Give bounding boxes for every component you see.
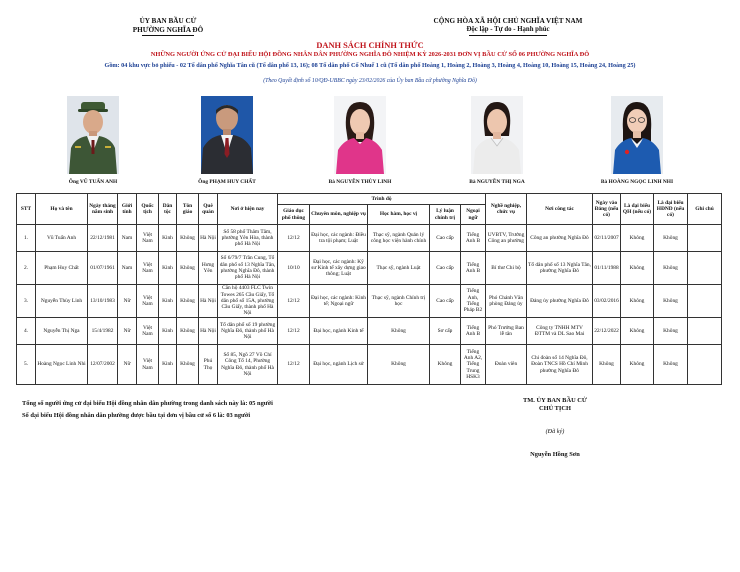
col-national-delegate: Là đại biểu QH (nếu có) [621,194,654,225]
cell-dob: 15/4/1982 [88,318,118,345]
cell-gender: Nam [118,225,137,252]
cell-national-delegate: Không [621,285,654,318]
cell-party-date: Không [593,345,621,385]
cell-language: Tiếng Anh B [461,252,486,285]
col-party-date: Ngày vào Đảng (nếu có) [593,194,621,225]
cell-national-delegate: Không [621,345,654,385]
table-row [17,225,722,252]
cell-name: Phạm Huy Chất [36,252,88,285]
col-group-education: Trình độ [278,194,486,205]
cell-dob: 13/10/1983 [88,285,118,318]
cell-workplace: Tổ dân phố số 13 Nghĩa Tân, phường Nghĩa Đô [527,252,593,285]
cell-workplace: Công an phường Nghĩa Đô [527,225,593,252]
cell-specialty: Đại học, ngành Lịch sử [310,345,368,385]
cell-residence: Số 58 phố Thâm Tâm, phường Yên Hòa, thành phố Hà Nội [218,225,278,252]
issuing-authority [98,17,238,36]
authority-underline [142,35,194,36]
cell-party-date: 01/11/1988 [593,252,621,285]
cell-religion: Không [177,318,199,345]
col-ethnicity: Dân tộc [159,194,177,225]
col-note: Ghi chú [688,194,722,225]
cell-gender: Nam [118,252,137,285]
cell-religion: Không [177,285,199,318]
photo-caption-4: Bà NGUYỄN THỊ NGA [469,179,525,185]
cell-party-date: 03/02/2016 [593,285,621,318]
cell-name: Nguyễn Thị Nga [36,318,88,345]
decision-reference: (Theo Quyết định số 10/QĐ-UBBC ngày 23/02/2026 của Ủy ban Bầu cử phường Nghĩa Đô) [263,78,477,84]
cell-nationality: Việt Nam [137,225,159,252]
national-motto [408,17,608,36]
cell-stt: 4. [17,318,36,345]
col-name: Họ và tên [36,194,88,225]
cell-general-edu: 12/12 [278,225,310,252]
signer-name: Nguyễn Hồng Sơn [530,451,580,458]
cell-politics: Không [430,345,461,385]
col-hometown: Quê quán [199,194,218,225]
col-stt: STT [17,194,36,225]
cell-politics: Sơ cấp [430,318,461,345]
cell-name: Vũ Tuấn Anh [36,225,88,252]
cell-religion: Không [177,225,199,252]
candidate-photo-3 [334,96,386,174]
cell-national-delegate: Không [621,252,654,285]
cell-language: Tiếng Anh A2, Tiếng Trung HSK3 [461,345,486,385]
cell-politics: Cao cấp [430,225,461,252]
document-title: DANH SÁCH CHÍNH THỨC [316,41,424,50]
signed-note: (Đã ký) [545,428,565,435]
table-row [17,285,722,318]
cell-stt: 1. [17,225,36,252]
col-dob: Ngày tháng năm sinh [88,194,118,225]
cell-note [688,225,722,252]
cell-politics: Cao cấp [430,285,461,318]
cell-residence: Tổ dân phố số 19 phường Nghĩa Đô, thành phố Hà Nội [218,318,278,345]
cell-workplace: Đảng ủy phường Nghĩa Đô [527,285,593,318]
photo-caption-1: Ông VŨ TUẤN ANH [68,179,118,185]
cell-occupation: Phó Trưởng Ban lễ tân [486,318,527,345]
cell-gender: Nữ [118,345,137,385]
cell-specialty: Đại học, các ngành: Điều tra tội phạm; Luật [310,225,368,252]
cell-hometown: Hà Nội [199,318,218,345]
cell-degree: Thạc sỹ, ngành Chính trị học [368,285,430,318]
cell-residence: Số 6/79/7 Trần Cung, Tổ dân phố số 13 Nghĩa Tân, phường Nghĩa Đô, thành phố Hà Nội [218,252,278,285]
candidate-photo-1 [67,96,119,174]
cell-nationality: Việt Nam [137,252,159,285]
cell-ethnicity: Kinh [159,318,177,345]
cell-dob: 12/07/2002 [88,345,118,385]
cell-note [688,345,722,385]
cell-occupation: Bí thư Chi bộ [486,252,527,285]
cell-nationality: Việt Nam [137,318,159,345]
authority-line-2: PHƯỜNG NGHĨA ĐÔ [132,25,204,34]
cell-workplace: Chi đoàn số 14 Nghĩa Đô, Đoàn TNCS Hồ Chí Minh phường Nghĩa Đô [527,345,593,385]
cell-name: Hoàng Ngọc Linh Nhi [36,345,88,385]
summary-block [22,398,273,422]
cell-council-delegate: Không [654,345,688,385]
cell-ethnicity: Kinh [159,345,177,385]
elected-count-text: Số đại biểu Hội đồng nhân dân phường được bầu tại đơn vị bầu cử số 6 là: 03 người [22,412,251,419]
cell-language: Tiếng Anh, Tiếng Pháp B2 [461,285,486,318]
cell-religion: Không [177,345,199,385]
cell-politics: Cao cấp [430,252,461,285]
cell-party-date: 22/12/2022 [593,318,621,345]
constituency-composition: Gồm: 04 khu vực bỏ phiếu - 02 Tổ dân phố Nghĩa Tân cũ (Tổ dân phố 13, 16); 08 Tổ dân phố Cổ Nhuế 1 cũ (Tổ dân phố Hoàng 1, Hoàng 2, Hoàng 3, Hoàng 4, Hoàng 10, Hoàng 15, Hoàng 24, Hoàng 25) [104,62,636,69]
col-workplace: Nơi công tác [527,194,593,225]
cell-nationality: Việt Nam [137,345,159,385]
cell-note [688,285,722,318]
cell-council-delegate: Không [654,252,688,285]
cell-note [688,318,722,345]
col-gender: Giới tính [118,194,137,225]
cell-council-delegate: Không [654,318,688,345]
document-subtitle: NHỮNG NGƯỜI ỨNG CỬ ĐẠI BIỂU HỘI ĐỒNG NHÂN DÂN PHƯỜNG NGHĨA ĐÔ NHIỆM KỲ 2026-2031 ĐƠN VỊ BẦU CỬ SỐ 06 PHƯỜNG NGHĨA ĐÔ [150,51,590,58]
cell-occupation: Phó Chánh Văn phòng Đảng ủy [486,285,527,318]
motto-line: Độc lập - Tự do - Hạnh phúc [466,25,550,33]
cell-national-delegate: Không [621,225,654,252]
cell-degree: Không [368,318,430,345]
cell-language: Tiếng Anh B [461,318,486,345]
cell-religion: Không [177,252,199,285]
cell-degree: Thạc sỹ, ngành Luật [368,252,430,285]
cell-gender: Nữ [118,285,137,318]
candidate-photo-4 [471,96,523,174]
col-general-edu: Giáo dục phổ thông [278,205,310,225]
cell-general-edu: 10/10 [278,252,310,285]
cell-language: Tiếng Anh B [461,225,486,252]
cell-ethnicity: Kinh [159,252,177,285]
cell-degree: Thạc sỹ, ngành Quản lý công học viện hành chính [368,225,430,252]
signature-block [496,397,614,413]
col-specialty: Chuyên môn, nghiệp vụ [310,205,368,225]
col-religion: Tôn giáo [177,194,199,225]
photo-caption-5: Bà HOÀNG NGỌC LINH NHI [600,179,674,185]
country-name: CỘNG HÒA XÃ HỘI CHỦ NGHĨA VIỆT NAM [433,17,583,25]
candidate-photo-5 [611,96,663,174]
cell-council-delegate: Không [654,225,688,252]
photo-caption-2: Ông PHẠM HUY CHẤT [198,179,256,185]
cell-occupation: Đoàn viên [486,345,527,385]
cell-specialty: Đại học, các ngành: Kỹ sư Kinh tế xây dựng giao thông; Luật [310,252,368,285]
cell-specialty: Đại học, ngành Kinh tế [310,318,368,345]
cell-note [688,252,722,285]
cell-stt: 2. [17,252,36,285]
sign-organization: TM. ỦY BAN BẦU CỬ [523,397,587,404]
cell-hometown: Phú Thọ [199,345,218,385]
col-occupation: Nghề nghiệp, chức vụ [486,194,527,225]
candidate-table [16,193,722,385]
col-nationality: Quốc tịch [137,194,159,225]
cell-hometown: Hưng Yên [199,252,218,285]
photo-caption-3: Bà NGUYỄN THÙY LINH [328,179,392,185]
cell-general-edu: 12/12 [278,285,310,318]
total-candidates-text: Tổng số người ứng cử đại biểu Hội đồng nhân dân phường trong danh sách này là: 05 người [22,400,273,407]
cell-ethnicity: Kinh [159,285,177,318]
cell-party-date: 02/11/2007 [593,225,621,252]
cell-nationality: Việt Nam [137,285,159,318]
cell-degree: Không [368,345,430,385]
col-council-delegate: Là đại biểu HĐND (nếu có) [654,194,688,225]
cell-stt: 5. [17,345,36,385]
cell-dob: 22/12/1981 [88,225,118,252]
col-language: Ngoại ngữ [461,205,486,225]
col-degree: Học hàm, học vị [368,205,430,225]
table-row [17,252,722,285]
authority-line-1: ỦY BAN BẦU CỬ [139,17,197,25]
col-residence: Nơi ở hiện nay [218,194,278,225]
cell-general-edu: 12/12 [278,345,310,385]
table-row [17,345,722,385]
table-row [17,318,722,345]
cell-specialty: Đại học, các ngành: Kinh tế; Ngoại ngữ [310,285,368,318]
cell-stt: 3. [17,285,36,318]
motto-underline [469,35,547,36]
cell-workplace: Công ty TNHH MTV ĐTTM và DL Sao Mai [527,318,593,345]
cell-council-delegate: Không [654,285,688,318]
cell-hometown: Hà Nội [199,225,218,252]
candidate-photo-2 [201,96,253,174]
cell-residence: Số 85, Ngõ 27 Võ Chí Công Tổ 14, Phường Nghĩa Đô, thành phố Hà Nội [218,345,278,385]
cell-dob: 01/07/1961 [88,252,118,285]
sign-role: CHỦ TỊCH [538,405,572,412]
cell-name: Nguyễn Thùy Linh [36,285,88,318]
candidate-rows [17,225,722,385]
cell-ethnicity: Kinh [159,225,177,252]
col-politics: Lý luận chính trị [430,205,461,225]
cell-general-edu: 12/12 [278,318,310,345]
cell-national-delegate: Không [621,318,654,345]
cell-occupation: UVBTV, Trưởng Công an phường [486,225,527,252]
cell-residence: Căn hộ 4403 FLC Twin Towes 265 Cầu Giấy, Tổ dân phố số 15A, phường Cầu Giấy, thành phố Hà Nội [218,285,278,318]
cell-hometown: Hà Nội [199,285,218,318]
cell-gender: Nữ [118,318,137,345]
